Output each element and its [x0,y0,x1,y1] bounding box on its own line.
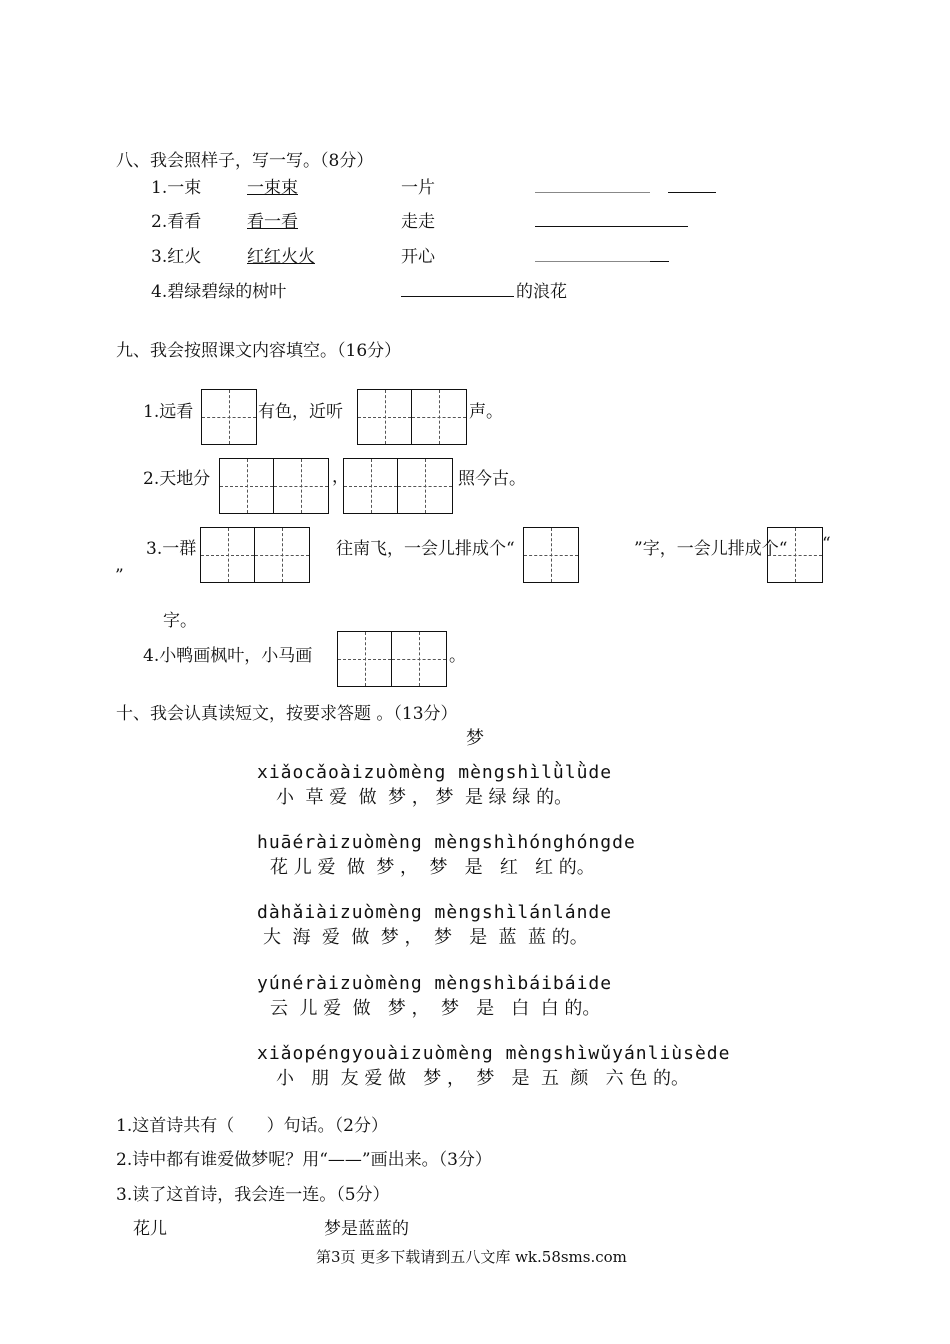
s9-q3-middle2: ”字，一会儿排成个“ [634,539,788,559]
poem-line3-pinyin: dàhǎiàizuòmèng mèngshìlánlánde [257,902,613,923]
poem-line4-pinyin: yúnéràizuòmèng mèngshìbáibáide [257,973,613,994]
s10-question-2: 2.诗中都有谁爱做梦呢？用“——”画出来。（3分） [116,1150,492,1170]
s8-row3-example: 红红火火 [247,247,315,267]
s9-q2-box-b[interactable] [343,458,453,514]
s9-q3-box-b[interactable] [523,527,579,583]
s9-q3-middle: 往南飞，一会儿排成个“ [336,539,515,559]
s8-row2-word: 走走 [401,212,435,232]
s9-q3-box-c[interactable] [767,527,823,583]
s8-row1-example: 一束束 [247,178,298,198]
s9-q4-box[interactable] [337,631,447,687]
section8-heading: 八、我会照样子，写一写。（8分） [116,151,374,171]
s8-row3-blank-a[interactable] [535,261,650,262]
s9-q4-suffix: 。 [449,646,466,666]
s9-q2-middle: ， [332,467,349,487]
match-left-item[interactable]: 花儿 [133,1219,167,1239]
poem-title: 梦 [466,728,484,749]
s9-q1-box-b[interactable] [357,389,467,445]
s8-row3-label: 3.红火 [151,247,202,267]
s8-row1-blank-a[interactable] [535,192,650,193]
s9-q4-prefix: 4.小鸭画枫叶，小马画 [143,646,313,666]
s8-row2-label: 2.看看 [151,212,202,232]
s8-row1-blank-b[interactable] [668,192,716,193]
s9-q3-open-quote: “ [822,534,831,554]
s8-row3-blank-b[interactable] [650,261,669,262]
s8-row2-example: 看一看 [247,212,298,232]
s9-q3-wrap: ” [115,566,124,586]
s10-question-1: 1.这首诗共有（ ）句话。（2分） [116,1116,388,1136]
s8-row4-label: 4.碧绿碧绿的树叶 [151,282,287,302]
s9-q2-suffix: 照今古。 [458,469,526,489]
s9-q1-middle: 有色，近听 [258,402,343,422]
s9-q2-box-a[interactable] [219,458,329,514]
match-right-item[interactable]: 梦是蓝蓝的 [324,1219,409,1239]
s8-row2-blank[interactable] [535,226,688,227]
s8-row4-blank[interactable] [401,296,514,297]
s8-row3-word: 开心 [401,247,435,267]
section9-heading: 九、我会按照课文内容填空。（16分） [116,341,402,361]
s8-row4-suffix: 的浪花 [516,282,567,302]
section10-heading: 十、我会认真读短文，按要求答题 。（13分） [116,704,458,724]
s8-row1-word: 一片 [401,178,435,198]
poem-line5-hanzi: 小 朋 友 爱 做 梦 ， 梦 是 五 颜 六 色 的。 [276,1068,690,1089]
poem-line4-hanzi: 云 儿 爱 做 梦 ， 梦 是 白 白 的。 [270,998,601,1019]
poem-line2-pinyin: huāéràizuòmèng mèngshìhónghóngde [257,832,636,853]
page-footer: 第3页 更多下载请到五八文库 wk.58sms.com [316,1248,627,1266]
s8-row1-label: 1.一束 [151,178,202,198]
s9-q3-box-a[interactable] [200,527,310,583]
s10-question-3: 3.读了这首诗，我会连一连。（5分） [116,1185,390,1205]
s9-q1-prefix: 1.远看 [143,402,194,422]
poem-line3-hanzi: 大 海 爱 做 梦 ， 梦 是 蓝 蓝 的。 [263,927,588,948]
poem-line1-pinyin: xiǎocǎoàizuòmèng mèngshìlǜlǜde [257,762,613,783]
poem-line1-hanzi: 小 草 爱 做 梦 ， 梦 是 绿 绿 的。 [276,787,573,808]
poem-line2-hanzi: 花 儿 爱 做 梦 ， 梦 是 红 红 的。 [270,857,595,878]
poem-line5-pinyin: xiǎopéngyouàizuòmèng mèngshìwǔyánliùsède [257,1043,731,1064]
s9-q3-end: 字。 [163,611,197,631]
s9-q3-prefix: 3.一群 [146,539,197,559]
s9-q1-suffix: 声。 [469,402,503,422]
s9-q2-prefix: 2.天地分 [143,469,211,489]
s9-q1-box-a[interactable] [201,389,257,445]
